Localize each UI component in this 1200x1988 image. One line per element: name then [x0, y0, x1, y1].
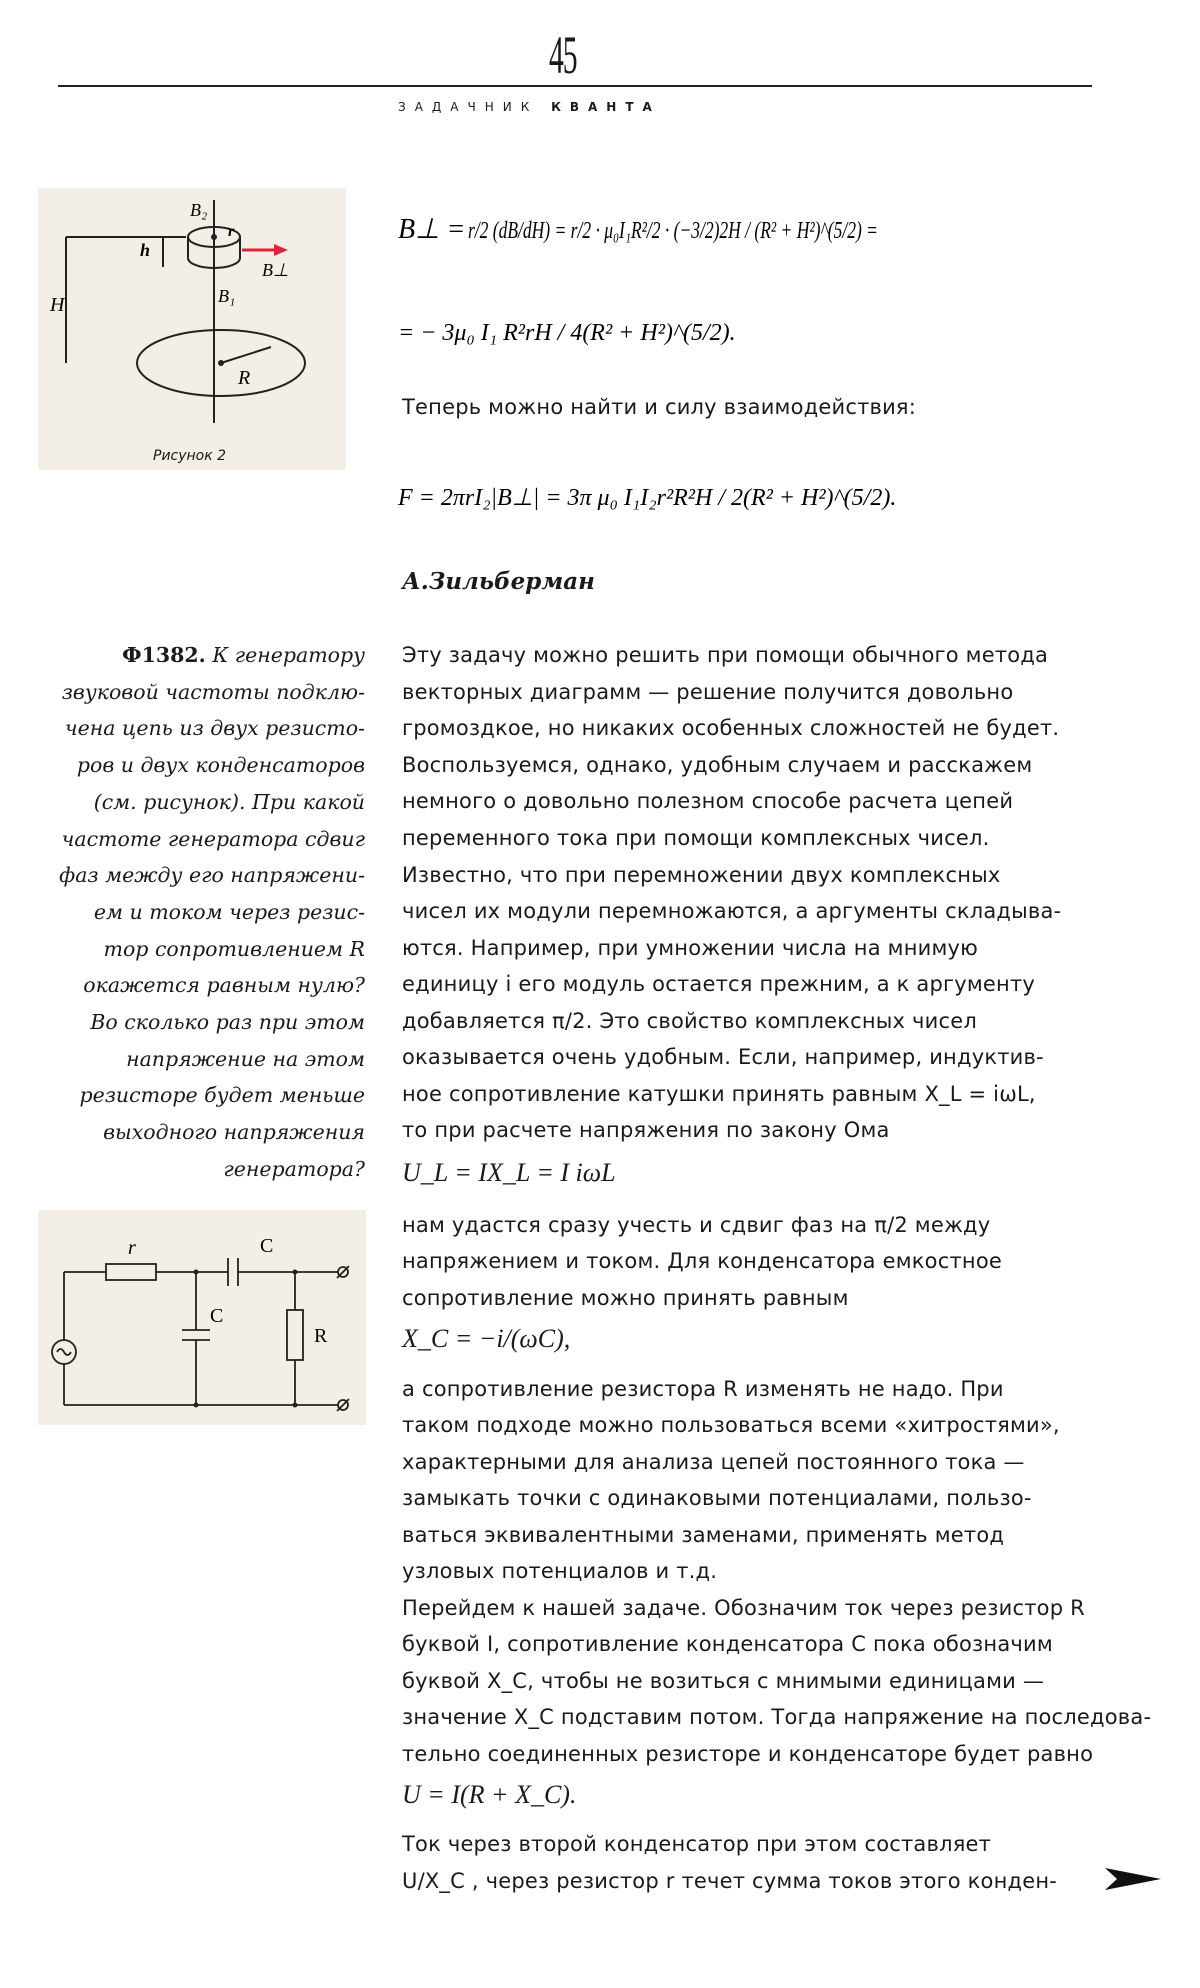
circuit-label-c-top: C	[260, 1235, 274, 1257]
problem-number: Ф1382.	[122, 643, 206, 667]
continue-arrow-icon	[1103, 1864, 1163, 1894]
problem-line: частоте генератора сдвиг	[61, 826, 365, 851]
solution-line: чисел их модули перемножаются, а аргументы складыва-	[402, 899, 1062, 923]
solution-line: U/X_C , через резистор r течет сумма токов этого конден-	[402, 1869, 1058, 1893]
solution-line: единицу i его модуль остается прежним, а к аргументу	[402, 972, 1036, 996]
solution-line: буквой I, сопротивление конденсатора C пока обозначим	[402, 1632, 1053, 1656]
formula-force-text: F = 2πrI₂|B⊥| = 3π μ₀ I₁I₂r²R²H / 2(R² + H²)^(5/2).	[398, 485, 897, 511]
problem-text: К генератору	[212, 643, 365, 667]
journal-prefix: ЗАДАЧНИК	[398, 100, 539, 114]
author-name: А.Зильберман	[402, 568, 595, 595]
problem-line: резисторе будет меньше	[79, 1083, 365, 1108]
problem-line: ров и двух конденсаторов	[76, 753, 365, 778]
solution-line: напряжением и током. Для конденсатора емкостное	[402, 1249, 1002, 1273]
problem-line: ем и током через резис-	[93, 899, 365, 924]
solution-line: ваться эквивалентными заменами, применять метод	[402, 1523, 1005, 1547]
solution-line: переменного тока при помощи комплексных чисел.	[402, 826, 990, 850]
problem-line: фаз между его напряжени-	[59, 863, 365, 888]
figure-1-drawing	[38, 188, 346, 470]
label-b2: B₂	[190, 200, 208, 220]
label-b-perp: B⊥	[262, 260, 289, 280]
journal-header	[398, 100, 661, 114]
figure-2-circuit	[38, 1210, 366, 1425]
label-h-small: h	[140, 240, 151, 260]
formula-ohm: U_L = IX_L = I iωL	[402, 1158, 616, 1187]
solution-line: узловых потенциалов и т.д.	[402, 1559, 718, 1583]
formula-b-perp-step: r/2 (dB/dH) = r/2 · μ₀I₁R²/2 · (−3/2)2H / (R² + H²)^(5/2) =	[468, 218, 878, 244]
solution-line: сопротивление можно принять равным	[402, 1286, 849, 1310]
problem-line: (см. рисунок). При какой	[93, 789, 365, 814]
solution-line: немного о довольно полезном способе расчета цепей	[402, 789, 1014, 813]
problem-line: напряжение на этом	[126, 1046, 365, 1071]
problem-line: выходного напряжения	[103, 1120, 365, 1145]
label-r-big: R	[238, 367, 251, 389]
formula-force-drawing	[398, 460, 898, 540]
label-h-big: H	[50, 294, 65, 316]
figure-1-caption: Рисунок 2	[153, 448, 227, 464]
solution-line: ются. Например, при умножении числа на мнимую	[402, 936, 979, 960]
formula-capacitor: X_C = −i/(ωC),	[402, 1324, 571, 1353]
problem-line: окажется равным нулю?	[83, 973, 365, 998]
circuit-label-r: r	[128, 1237, 136, 1259]
solution-line: добавляется π/2. Это свойство комплексных чисел	[402, 1009, 978, 1033]
solution-line: таком подходе можно пользоваться всеми «хитростями»,	[402, 1413, 1060, 1437]
solution-line: нам удастся сразу учесть и сдвиг фаз на π/2 между	[402, 1213, 991, 1237]
header-rule	[58, 85, 1092, 87]
formula-b-perp-result-drawing	[398, 290, 898, 370]
solution-line: тельно соединенных резисторе и конденсаторе будет равно	[402, 1742, 1094, 1766]
solution-line: Ток через второй конденсатор при этом составляет	[402, 1832, 992, 1856]
formula-b-perp-drawing	[398, 188, 898, 288]
formula-voltage: U = I(R + X_C).	[402, 1780, 577, 1809]
solution-line: Воспользуемся, однако, удобным случаем и расскажем	[402, 753, 1033, 777]
page-number: 45	[549, 25, 577, 85]
formula-b-perp	[398, 188, 898, 296]
solution-line: векторных диаграмм — решение получится довольно	[402, 680, 1014, 704]
solution-line: ное сопротивление катушки принять равным X_L = iωL,	[402, 1082, 1036, 1106]
circuit-drawing	[38, 1210, 366, 1425]
problem-line: чена цепь из двух резисто-	[64, 716, 365, 741]
problem-line: тор сопротивлением R	[103, 936, 365, 961]
problem-line: звуковой частоты подклю-	[61, 679, 365, 704]
problem-line	[20, 637, 365, 674]
solution-line: замыкать точки с одинаковыми потенциалами, пользо-	[402, 1486, 1032, 1510]
solution-line: громоздкое, но никаких особенных сложностей не будет.	[402, 716, 1060, 740]
figure-1	[38, 188, 346, 470]
solution-line: а сопротивление резистора R изменять не надо. При	[402, 1377, 1004, 1401]
solution-line: Эту задачу можно решить при помощи обычного метода	[402, 643, 1049, 667]
label-b1: B₁	[218, 286, 236, 306]
problem-statement	[20, 637, 365, 1188]
force-intro-text: Теперь можно найти и силу взаимодействия:	[402, 395, 917, 419]
formula-b-perp-result	[398, 290, 898, 378]
problem-line: Во сколько раз при этом	[90, 1010, 365, 1035]
solution-line: Известно, что при перемножении двух комплексных	[402, 863, 1001, 887]
circuit-label-r-big: R	[314, 1325, 328, 1347]
solution-line: оказывается очень удобным. Если, например, индуктив-	[402, 1045, 1044, 1069]
solution-line: Перейдем к нашей задаче. Обозначим ток через резистор R	[402, 1596, 1085, 1620]
formula-b-perp-result-text: = − 3μ₀ I₁ R²rH / 4(R² + H²)^(5/2).	[398, 320, 736, 346]
problem-line: генератора?	[223, 1156, 365, 1181]
label-r-small: r	[228, 223, 235, 240]
journal-name: КВАНТА	[551, 100, 661, 114]
solution-line: буквой X_C, чтобы не возиться с мнимыми единицами —	[402, 1669, 1045, 1693]
formula-force	[398, 460, 898, 548]
solution-line: характерными для анализа цепей постоянного тока —	[402, 1450, 1025, 1474]
solution-line: значение X_C подставим потом. Тогда напряжение на последова-	[402, 1705, 1152, 1729]
circuit-label-c-mid: C	[210, 1305, 224, 1327]
solution-line: то при расчете напряжения по закону Ома	[402, 1118, 890, 1142]
formula-b-perp-lhs: B⊥ =	[398, 214, 466, 245]
